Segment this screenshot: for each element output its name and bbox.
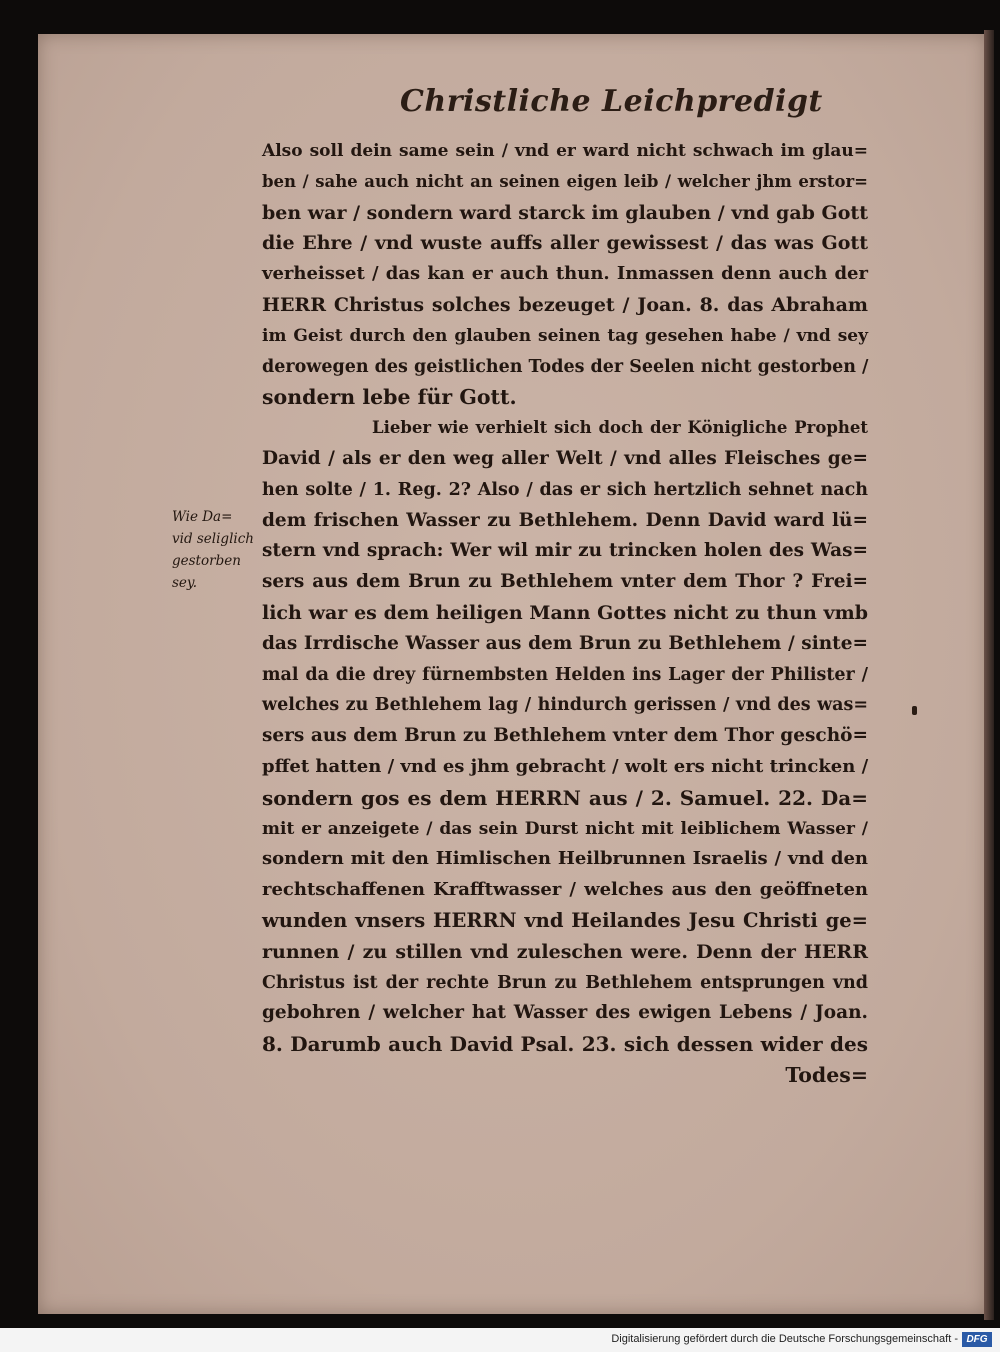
text-line: sondern lebe für Gott. bbox=[262, 385, 517, 410]
text-line: dem frischen Wasser zu Bethlehem. Denn David ward lü= bbox=[262, 509, 868, 531]
margin-note-line: vid seliglich bbox=[172, 531, 254, 547]
text-line: mal da die drey fürnembsten Helden ins Lager der Philister / bbox=[262, 664, 868, 685]
text-line: derowegen des geistlichen Todes der Seelen nicht gestorben / bbox=[262, 356, 869, 377]
text-line: sers aus dem Brun zu Bethlehem vnter dem Thor geschö= bbox=[262, 725, 868, 747]
text-line: runnen / zu stillen vnd zuleschen were. Denn der HERR bbox=[262, 940, 868, 963]
catchword: Todes= bbox=[785, 1062, 868, 1087]
funding-credit: Digitalisierung gefördert durch die Deutsche Forschungsgemeinschaft - bbox=[611, 1333, 958, 1345]
dfg-logo[interactable]: DFG bbox=[962, 1332, 992, 1347]
text-line: sondern mit den Himlischen Heilbrunnen Israelis / vnd den bbox=[262, 848, 868, 870]
page-edge bbox=[984, 30, 994, 1320]
margin-note-line: sey. bbox=[172, 575, 198, 591]
text-line: pffet hatten / vnd es jhm gebracht / wolt ers nicht trincken / bbox=[262, 755, 869, 777]
margin-note-line: Wie Da= bbox=[172, 509, 233, 525]
text-line: rechtschaffenen Krafftwasser / welches aus den geöffneten bbox=[262, 879, 868, 901]
text-line: verheisset / das kan er auch thun. Inmassen denn auch der bbox=[262, 263, 868, 285]
text-line: Christus ist der rechte Brun zu Bethlehem entsprungen vnd bbox=[262, 972, 868, 993]
text-line: ben / sahe auch nicht an seinen eigen leib / welcher jhm erstor= bbox=[262, 171, 868, 191]
text-line: wunden vnsers HERRN vnd Heilandes Jesu Christi ge= bbox=[262, 908, 868, 932]
text-line: gebohren / welcher hat Wasser des ewigen Lebens / Joan. bbox=[262, 1002, 868, 1024]
text-line: im Geist durch den glauben seinen tag gesehen habe / vnd sey bbox=[262, 325, 868, 346]
text-line: sondern gos es dem HERRN aus / 2. Samuel. 22. Da= bbox=[262, 785, 868, 810]
text-line: HERR Christus solches bezeuget / Joan. 8. das Abraham bbox=[262, 293, 868, 316]
margin-note-line: gestorben bbox=[172, 553, 241, 569]
text-line: lich war es dem heiligen Mann Gottes nicht zu thun vmb bbox=[262, 601, 868, 624]
text-line: sers aus dem Brun zu Bethlehem vnter dem Thor ? Frei= bbox=[262, 571, 868, 593]
text-line: stern vnd sprach: Wer wil mir zu trincken holen des Was= bbox=[262, 540, 868, 562]
text-line: hen solte / 1. Reg. 2? Also / das er sich hertzlich sehnet nach bbox=[262, 479, 868, 500]
text-line: mit er anzeigete / das sein Durst nicht mit leiblichem Wasser / bbox=[262, 818, 868, 839]
text-line: das Irrdische Wasser aus dem Brun zu Bethlehem / sinte= bbox=[262, 632, 868, 654]
text-line: Lieber wie verhielt sich doch der Königliche Prophet bbox=[372, 418, 868, 438]
margin-note bbox=[172, 506, 264, 594]
body-text bbox=[262, 136, 868, 1091]
ink-speck bbox=[912, 706, 917, 715]
text-line: David / als er den weg aller Welt / vnd alles Fleisches ge= bbox=[262, 447, 868, 469]
text-line: die Ehre / vnd wuste auffs aller gewissest / das was Gott bbox=[262, 232, 868, 255]
text-line: 8. Darumb auch David Psal. 23. sich dessen wider des bbox=[262, 1032, 868, 1057]
text-line: welches zu Bethlehem lag / hindurch gerissen / vnd des was= bbox=[262, 695, 868, 716]
text-line: Also soll dein same sein / vnd er ward nicht schwach im glau= bbox=[262, 141, 868, 161]
running-head: Christliche Leichpredigt bbox=[400, 84, 823, 119]
footer-bar bbox=[0, 1328, 1000, 1352]
text-line: ben war / sondern ward starck im glauben / vnd gab Gott bbox=[262, 201, 868, 224]
